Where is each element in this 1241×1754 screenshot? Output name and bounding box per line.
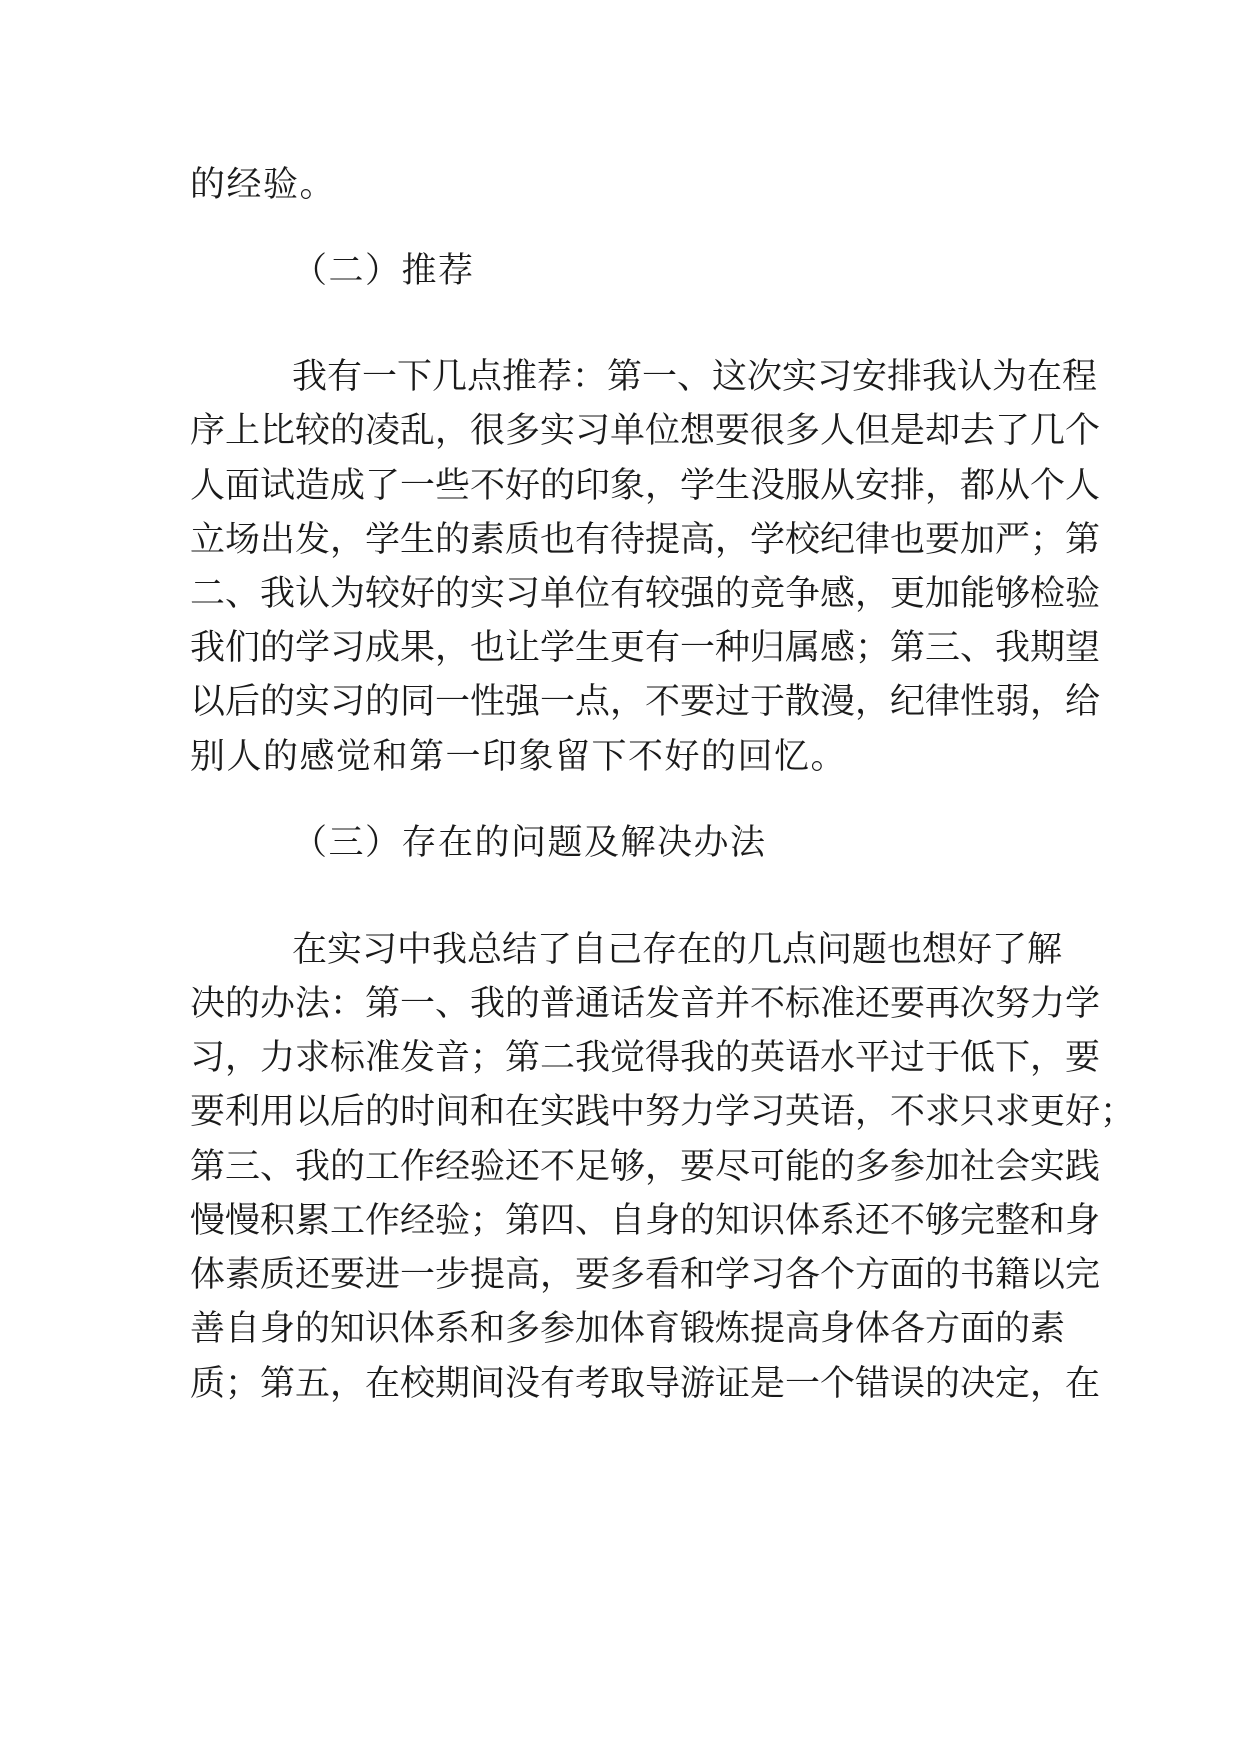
paragraph-line: 要利用以后的时间和在实践中努力学习英语，不求只求更好； <box>190 1092 1136 1132</box>
paragraph-line: 慢慢积累工作经验；第四、自身的知识体系还不够完整和身 <box>190 1201 1101 1241</box>
paragraph-line: 善自身的知识体系和多参加体育锻炼提高身体各方面的素 <box>190 1309 1066 1349</box>
paragraph-line: 以后的实习的同一性强一点，不要过于散漫，纪律性弱，给 <box>190 682 1101 722</box>
paragraph-line: 习，力求标准发音；第二我觉得我的英语水平过于低下，要 <box>190 1038 1101 1078</box>
paragraph-line: 我们的学习成果，也让学生更有一种归属感；第三、我期望 <box>190 628 1101 668</box>
paragraph-line: 质；第五，在校期间没有考取导游证是一个错误的决定，在 <box>190 1364 1101 1404</box>
paragraph-line: 体素质还要进一步提高，要多看和学习各个方面的书籍以完 <box>190 1255 1101 1295</box>
paragraph-line: 二、我认为较好的实习单位有较强的竞争感，更加能够检验 <box>190 574 1101 614</box>
section-heading-problems-solutions: （三）存在的问题及解决办法 <box>292 823 767 863</box>
paragraph-line: 人面试造成了一些不好的印象，学生没服从安排，都从个人 <box>190 466 1101 506</box>
paragraph-line: 别人的感觉和第一印象留下不好的回忆。 <box>190 737 848 777</box>
paragraph-line: 第三、我的工作经验还不足够，要尽可能的多参加社会实践 <box>190 1147 1101 1187</box>
paragraph-line: 立场出发，学生的素质也有待提高，学校纪律也要加严；第 <box>190 520 1101 560</box>
intro-tail-text: 的经验。 <box>190 165 337 205</box>
section-heading-recommendations: （二）推荐 <box>292 251 475 291</box>
paragraph-line: 在实习中我总结了自己存在的几点问题也想好了解 <box>292 930 1063 970</box>
paragraph-line: 决的办法：第一、我的普通话发音并不标准还要再次努力学 <box>190 984 1101 1024</box>
paragraph-line: 我有一下几点推荐：第一、这次实习安排我认为在程 <box>292 357 1098 397</box>
paragraph-line: 序上比较的凌乱，很多实习单位想要很多人但是却去了几个 <box>190 411 1101 451</box>
